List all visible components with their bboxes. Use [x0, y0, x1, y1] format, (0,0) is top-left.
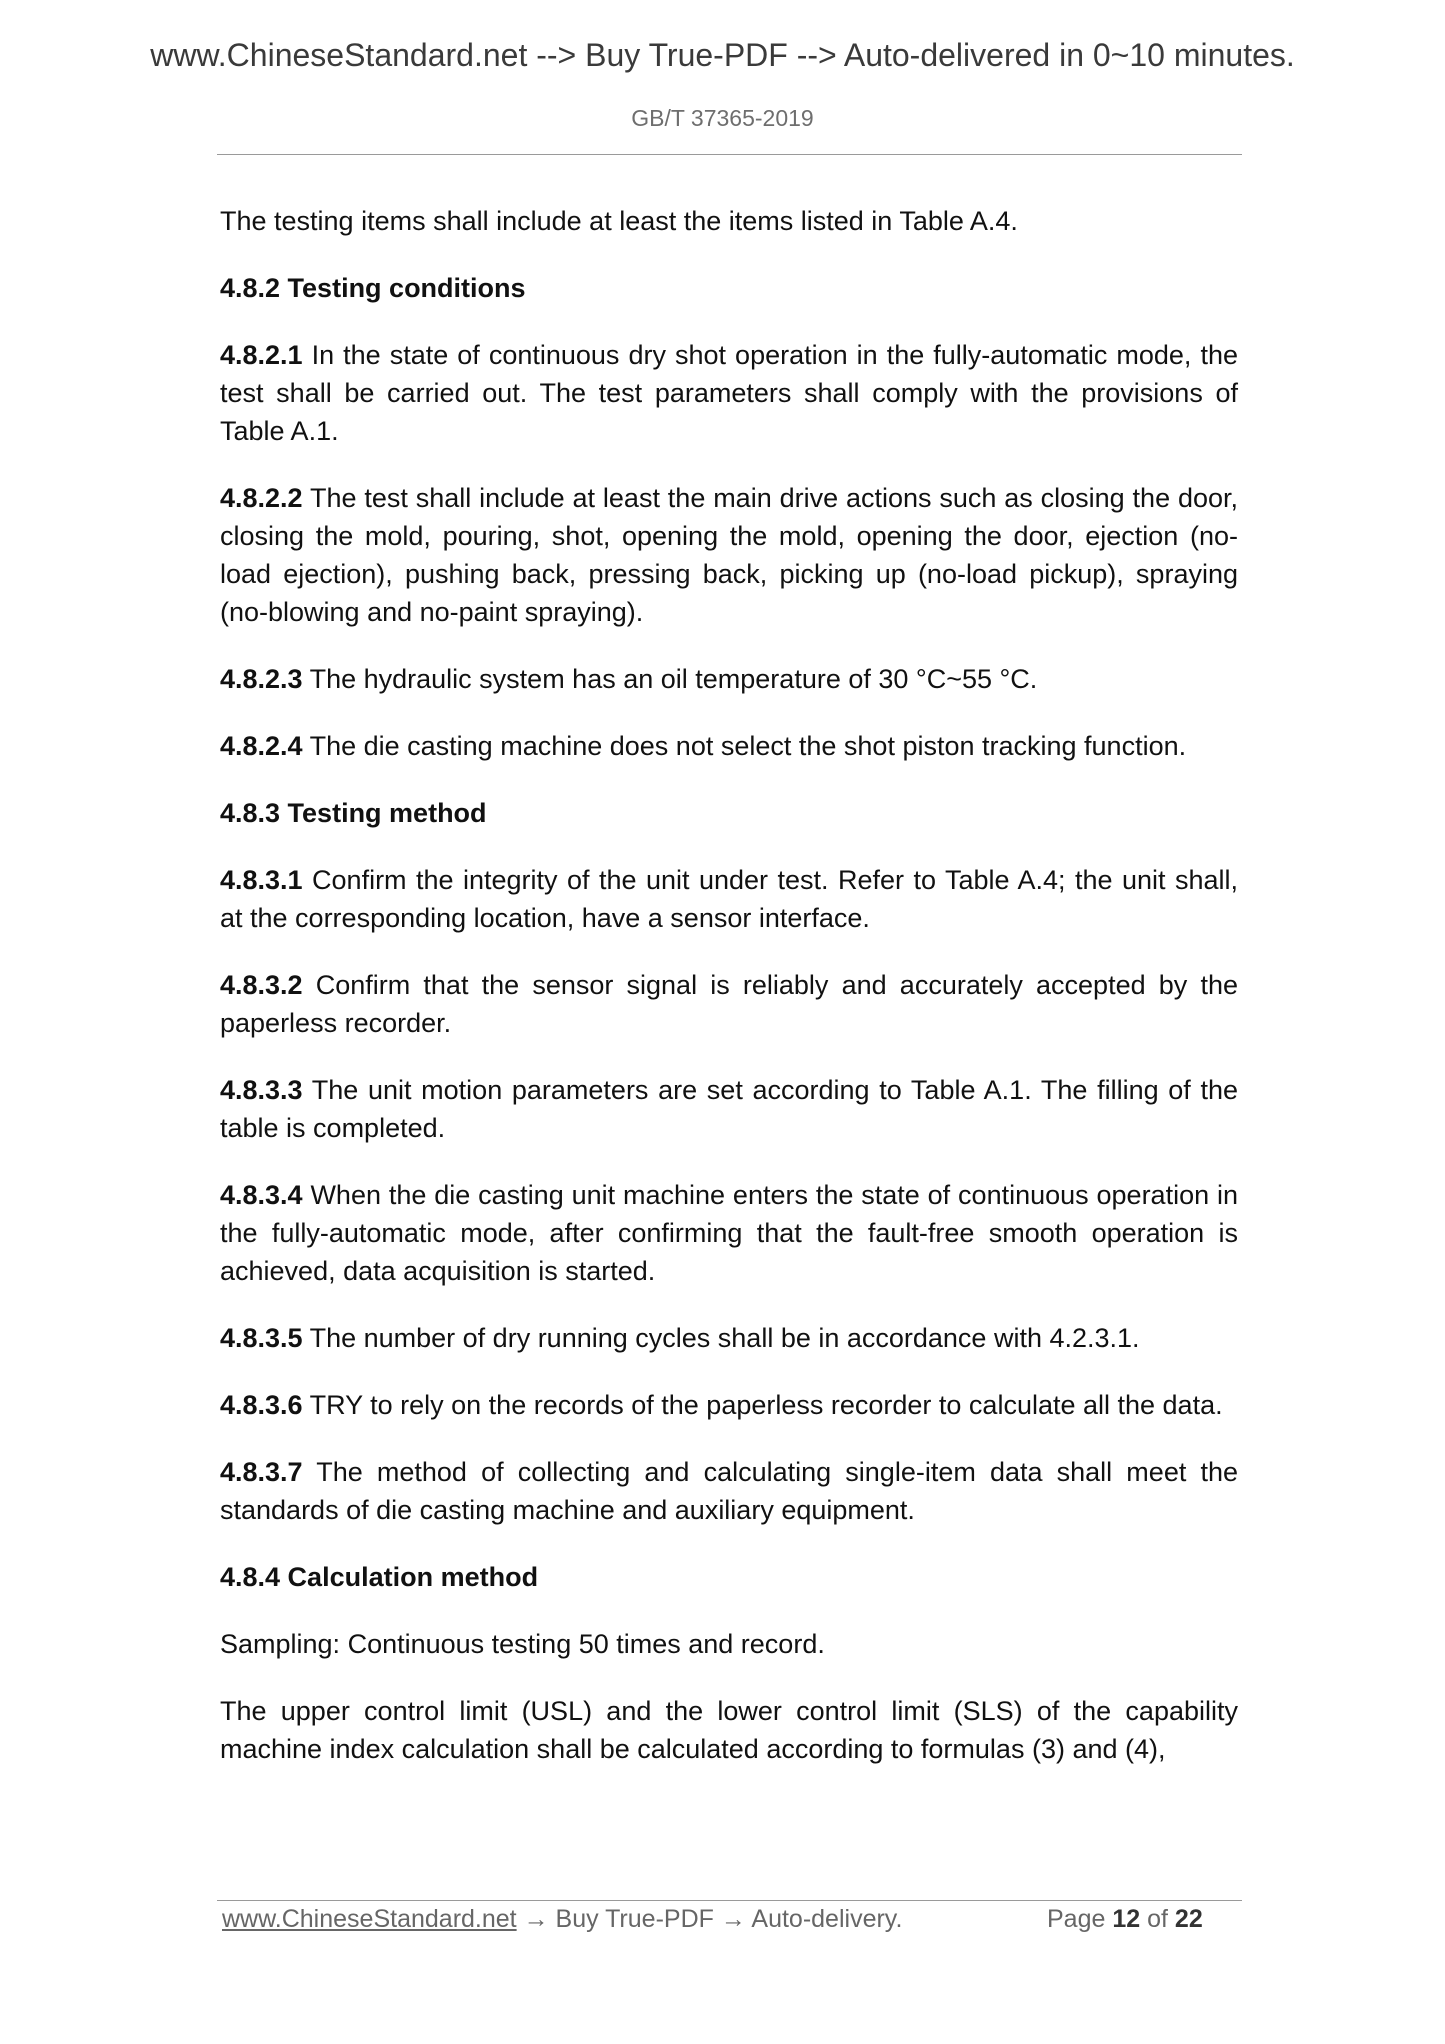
clause-text: Confirm the integrity of the unit under test. Refer to Table A.4; the unit shall, at the corresponding location, have a sensor interface. [220, 865, 1238, 933]
clause-number: 4.8.3.5 [220, 1323, 303, 1353]
clause-number: 4.8.3.4 [220, 1180, 303, 1210]
clause-text: In the state of continuous dry shot operation in the fully-automatic mode, the test shall be carried out. The test parameters shall comply with the provisions of Table A.1. [220, 340, 1238, 446]
clause-4-8-2-2 [220, 479, 1238, 631]
intro-paragraph: The testing items shall include at least the items listed in Table A.4. [220, 206, 1018, 236]
clause-4-8-3-1 [220, 861, 1238, 937]
clause-text: Confirm that the sensor signal is reliably and accurately accepted by the paperless recorder. [220, 970, 1238, 1038]
clause-text: The number of dry running cycles shall be in accordance with 4.2.3.1. [302, 1323, 1140, 1353]
page-label: Page [1047, 1905, 1106, 1933]
clause-4-8-3-7 [220, 1453, 1238, 1529]
clause-number: 4.8.3.2 [220, 970, 303, 1000]
clause-4-8-3-3 [220, 1071, 1238, 1147]
clause-text: The die casting machine does not select the shot piston tracking function. [302, 731, 1187, 761]
top-banner: www.ChineseStandard.net --> Buy True-PDF --> Auto-delivered in 0~10 minutes. [150, 37, 1295, 73]
clause-number: 4.8.3.7 [220, 1457, 303, 1487]
section-4-8-4-heading: 4.8.4 Calculation method [220, 1562, 539, 1592]
clause-number: 4.8.2.3 [220, 664, 303, 694]
clause-4-8-3-5 [220, 1319, 1238, 1357]
control-limit-paragraph: The upper control limit (USL) and the lower control limit (SLS) of the capability machine index calculation shall be calculated according to formulas (3) and (4), [220, 1696, 1238, 1764]
clause-number: 4.8.2.1 [220, 340, 303, 370]
clause-4-8-3-4 [220, 1176, 1238, 1290]
footer-promo-text: → Buy True-PDF → Auto-delivery. [516, 1905, 903, 1933]
clause-number: 4.8.3.3 [220, 1075, 303, 1105]
clause-text: The test shall include at least the main drive actions such as closing the door, closing the mold, pouring, shot, opening the mold, opening the door, ejection (no-load ejection), pushing back, pressing back, picking up (no-load pickup), spraying (no-blowing and no-paint spraying). [220, 483, 1238, 627]
standard-code-header: GB/T 37365-2019 [631, 105, 814, 131]
clause-text: When the die casting unit machine enters the state of continuous operation in the fully-automatic mode, after confirming that the fault-free smooth operation is achieved, data acquisition is started. [220, 1180, 1238, 1286]
header-divider [217, 154, 1242, 155]
clause-4-8-3-6 [220, 1386, 1238, 1424]
sampling-paragraph: Sampling: Continuous testing 50 times and record. [220, 1629, 825, 1659]
total-pages: 22 [1174, 1905, 1203, 1933]
footer-site-link[interactable]: www.ChineseStandard.net [222, 1905, 517, 1933]
clause-text: The method of collecting and calculating single-item data shall meet the standards of die casting machine and auxiliary equipment. [220, 1457, 1238, 1525]
current-page-number: 12 [1112, 1905, 1141, 1933]
footer-promo [222, 1905, 902, 1934]
clause-4-8-2-4 [220, 727, 1238, 765]
clause-text: The unit motion parameters are set according to Table A.1. The filling of the table is completed. [220, 1075, 1238, 1143]
section-4-8-3-heading: 4.8.3 Testing method [220, 798, 487, 828]
footer-divider [217, 1900, 1242, 1901]
clause-number: 4.8.2.4 [220, 731, 303, 761]
page-indicator [1047, 1905, 1203, 1934]
document-body [220, 202, 1238, 1797]
clause-4-8-2-3 [220, 660, 1238, 698]
clause-number: 4.8.3.1 [220, 865, 303, 895]
of-label: of [1147, 1905, 1168, 1933]
clause-number: 4.8.3.6 [220, 1390, 303, 1420]
clause-4-8-2-1 [220, 336, 1238, 450]
clause-text: The hydraulic system has an oil temperature of 30 °C~55 °C. [302, 664, 1038, 694]
clause-text: TRY to rely on the records of the paperless recorder to calculate all the data. [302, 1390, 1223, 1420]
section-4-8-2-heading: 4.8.2 Testing conditions [220, 273, 526, 303]
clause-number: 4.8.2.2 [220, 483, 303, 513]
clause-4-8-3-2 [220, 966, 1238, 1042]
